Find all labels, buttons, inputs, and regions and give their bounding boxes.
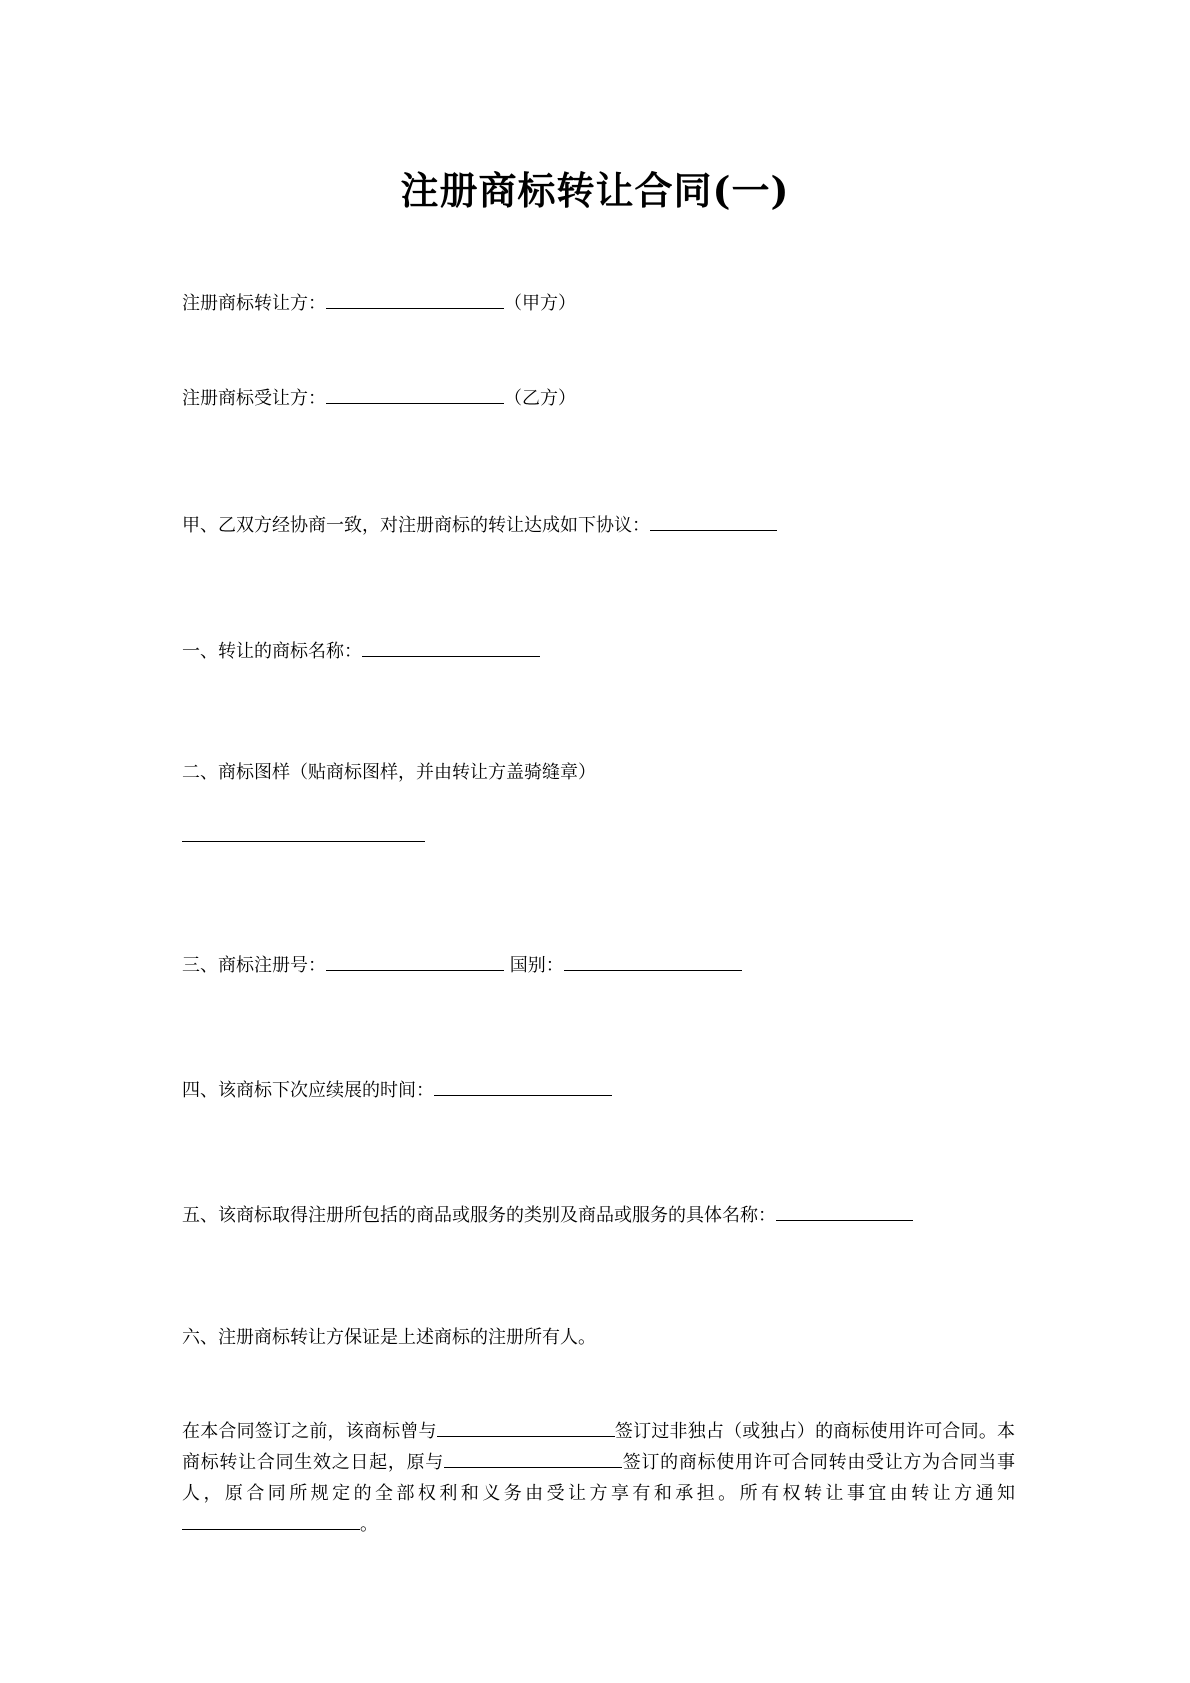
clause-2-text: 二、商标图样（贴商标图样，并由转让方盖骑缝章） <box>182 762 596 783</box>
original-party-blank[interactable] <box>444 1449 622 1468</box>
intro-blank[interactable] <box>650 512 777 531</box>
clause-1-text: 一、转让的商标名称： <box>182 641 362 662</box>
paragraph-part-4: 。 <box>360 1514 378 1535</box>
paragraph-part-3: 签订的商标使用许可合同转由受让方为合同当事人，原合同所规定的全部权利和义务由受让方享有和承担。所有权转让事宜由转让方通知 <box>182 1452 1015 1504</box>
notify-party-blank[interactable] <box>182 1511 360 1530</box>
prior-licensee-blank[interactable] <box>437 1418 615 1437</box>
transferee-label: 注册商标受让方： <box>182 388 326 409</box>
paragraph-part-1: 在本合同签订之前，该商标曾与 <box>182 1421 437 1442</box>
clause-1 <box>182 638 540 662</box>
clause-2 <box>182 763 596 783</box>
country-label: 国别： <box>509 955 564 976</box>
country-blank[interactable] <box>564 952 742 971</box>
registration-number-blank[interactable] <box>326 952 504 971</box>
transferor-line <box>182 290 576 314</box>
clause-4 <box>182 1077 612 1101</box>
intro-line <box>182 512 777 536</box>
clause-3-text: 三、商标注册号： <box>182 955 326 976</box>
clause-5 <box>182 1202 913 1226</box>
transferor-label: 注册商标转让方： <box>182 293 326 314</box>
clause-6 <box>182 1328 596 1348</box>
trademark-sample-blank[interactable] <box>182 823 425 842</box>
document-title: 注册商标转让合同(一) <box>400 168 790 213</box>
clause-3 <box>182 952 742 976</box>
transferor-suffix: （甲方） <box>504 293 576 314</box>
transferee-blank[interactable] <box>326 385 504 404</box>
intro-text: 甲、乙双方经协商一致，对注册商标的转让达成如下协议： <box>182 515 650 536</box>
trademark-name-blank[interactable] <box>362 638 540 657</box>
paragraph-part-2: 签订过非独占（或独占）的商标使用许可合同。本商标转让合同生效之日起，原与 <box>182 1421 1016 1473</box>
clause-4-text: 四、该商标下次应续展的时间： <box>182 1080 434 1101</box>
trademark-sample-line <box>182 823 425 847</box>
clause-6-text: 六、注册商标转让方保证是上述商标的注册所有人。 <box>182 1327 596 1348</box>
license-paragraph <box>182 1416 1015 1540</box>
transferee-line <box>182 385 576 409</box>
transferee-suffix: （乙方） <box>504 388 576 409</box>
transferor-blank[interactable] <box>326 290 504 309</box>
goods-services-blank[interactable] <box>776 1202 913 1221</box>
renewal-time-blank[interactable] <box>434 1077 612 1096</box>
clause-5-text: 五、该商标取得注册所包括的商品或服务的类别及商品或服务的具体名称： <box>182 1205 776 1226</box>
